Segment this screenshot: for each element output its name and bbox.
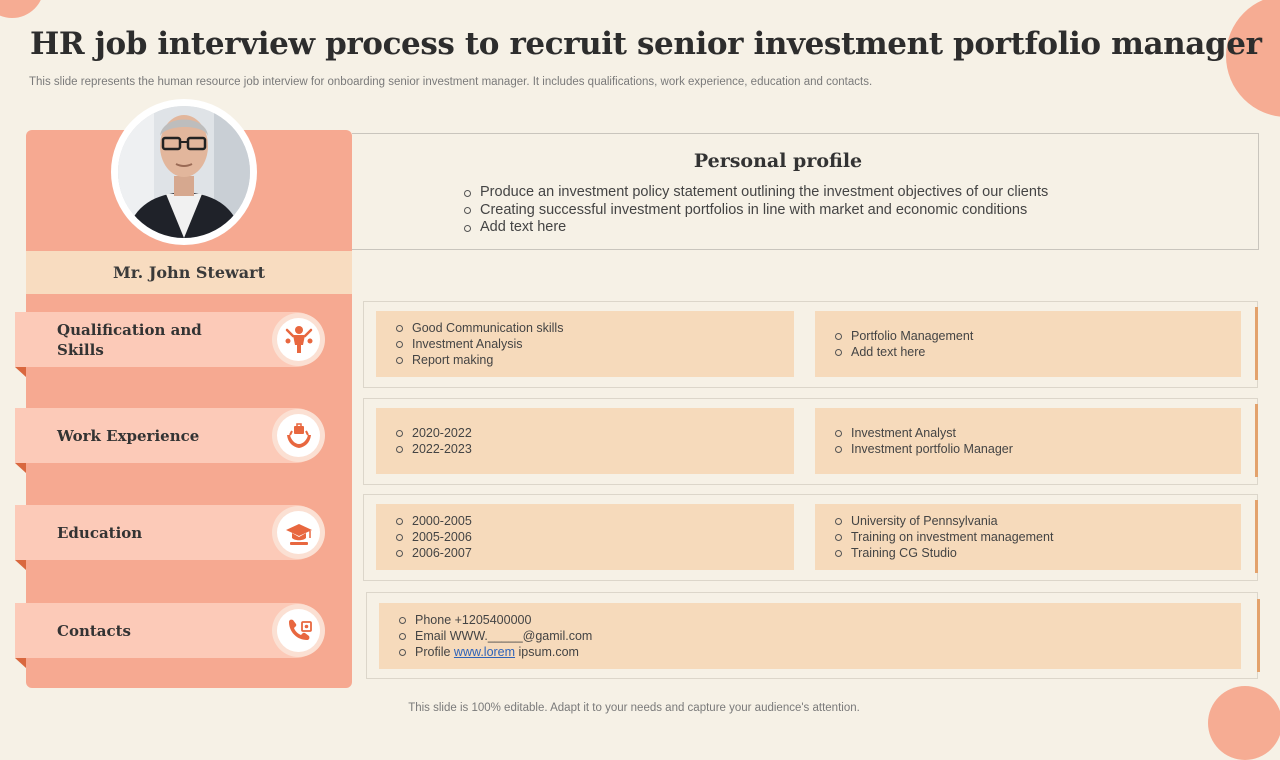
contact-phone: Phone +1205400000: [397, 612, 592, 628]
category-label: Education: [57, 523, 143, 542]
work-years-cell: [376, 408, 794, 474]
list-item: Investment portfolio Manager: [833, 441, 1013, 457]
profile-link[interactable]: www.lorem: [453, 645, 516, 659]
list-item: Training CG Studio: [833, 545, 1053, 561]
education-institutions-cell: [815, 504, 1241, 570]
qualification-expertise-cell: [815, 311, 1241, 377]
profile-photo-frame: [111, 99, 257, 245]
category-education[interactable]: [15, 505, 323, 560]
category-contacts[interactable]: [15, 603, 323, 658]
slide-subtitle: This slide represents the human resource job interview for onboarding senior investment manager. It includes qualifications, work experience, education and contacts.: [29, 76, 873, 88]
list-item: Portfolio Management: [833, 328, 973, 344]
corner-decoration-top-left: [0, 0, 44, 18]
list-item: Investment Analyst: [833, 425, 1013, 441]
category-label: Work Experience: [57, 426, 200, 445]
candidate-name: Mr. John Stewart: [26, 251, 352, 294]
list-item: Report making: [394, 352, 563, 368]
slide-footer: This slide is 100% editable. Adapt it to your needs and capture your audience's attention.: [408, 702, 860, 714]
list-item: 2006-2007: [394, 545, 472, 561]
list-item: 2005-2006: [394, 529, 472, 545]
education-years-cell: [376, 504, 794, 570]
person-skills-icon: [277, 318, 320, 361]
category-label: Qualification and Skills: [57, 320, 202, 359]
list-item: University of Pennsylvania: [833, 513, 1053, 529]
list-item: Add text here: [833, 344, 973, 360]
list-item: Produce an investment policy statement outlining the investment objectives of our clients: [462, 184, 1048, 202]
corner-decoration-bottom-right: [1208, 686, 1280, 760]
list-item: Investment Analysis: [394, 336, 563, 352]
contacts-cell: [379, 603, 1241, 669]
list-item: Training on investment management: [833, 529, 1053, 545]
list-item: Add text here: [462, 219, 1048, 237]
list-item: 2020-2022: [394, 425, 472, 441]
qualification-skills-cell: [376, 311, 794, 377]
profile-photo: [118, 106, 250, 238]
phone-contact-icon: [277, 609, 320, 652]
list-item: Creating successful investment portfolios in line with market and economic conditions: [462, 202, 1048, 220]
row-accent: [1255, 404, 1258, 477]
contact-email: Email WWW._____@gamil.com: [397, 628, 592, 644]
row-accent: [1257, 599, 1260, 672]
list-item: 2000-2005: [394, 513, 472, 529]
list-item: Good Communication skills: [394, 320, 563, 336]
row-accent: [1255, 307, 1258, 380]
category-label: Contacts: [57, 621, 132, 640]
personal-profile-list: [462, 184, 1048, 237]
graduation-cap-icon: [277, 511, 320, 554]
personal-profile-heading: Personal profile: [693, 150, 863, 172]
row-accent: [1255, 500, 1258, 573]
hands-briefcase-icon: [277, 414, 320, 457]
work-roles-cell: [815, 408, 1241, 474]
contact-profile: Profile www.lorem ipsum.com: [397, 644, 592, 660]
slide-title: HR job interview process to recruit senior investment portfolio manager: [30, 26, 1262, 62]
category-qualification-skills[interactable]: [15, 312, 323, 367]
category-work-experience[interactable]: [15, 408, 323, 463]
list-item: 2022-2023: [394, 441, 472, 457]
